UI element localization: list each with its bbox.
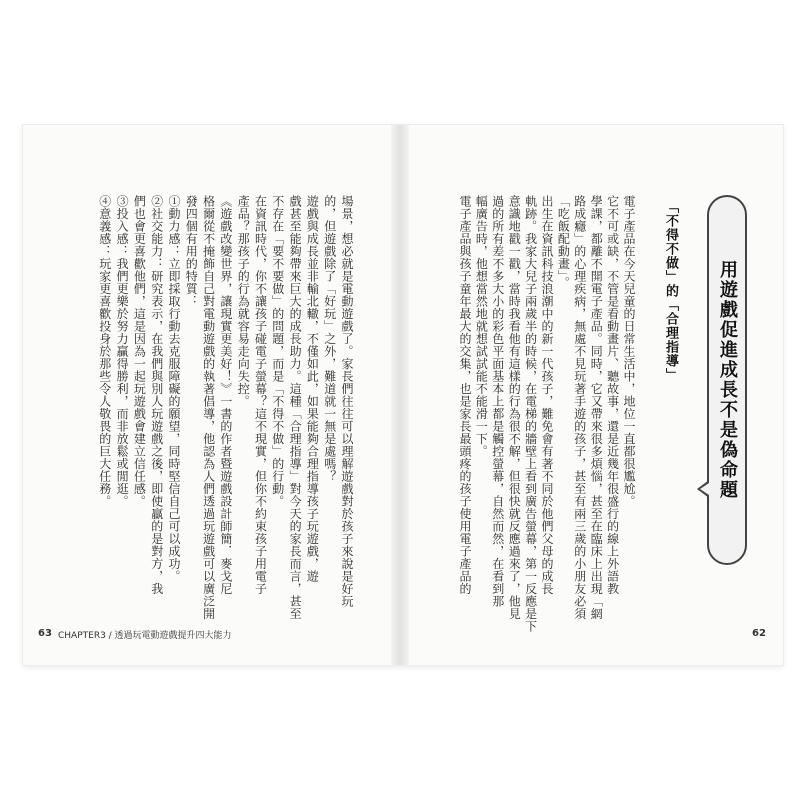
running-head: CHAPTER3 / 透過玩電動遊戲提升四大能力 [58, 631, 232, 641]
text-column: ①動力感：立即採取行動去克服障礙的願望，同時堅信自己可以成功。 [167, 195, 181, 583]
text-column: 的，但遊戲除了「好玩」之外，難道就一無是處嗎？ [322, 195, 337, 483]
text-column: 電子產品在今天兒童的日常生活中，地位一直都很尷尬。 [622, 195, 636, 508]
text-column: 幅廣告時，他想當然地就想試試能不能滑一下。 [474, 195, 489, 458]
text-column: 軌跡。我家大兒子兩歲半的時候，在電梯的牆壁上看到廣告螢幕，第一反應是下 [523, 195, 538, 633]
text-column: 不存在「要不要做」的問題，而是「不得不做」的行動。 [270, 195, 285, 508]
chapter-title: 用遊戲促進成長不是偽命題 [717, 260, 738, 500]
text-column: 過的所有差不多大小的彩色平面基本上都是觸控螢幕，自然而然，在看到那 [490, 195, 505, 608]
text-column: 發四個有用的特質： [184, 195, 199, 308]
text-column: 出生在資訊科技浪潮中的新一代孩子，難免會有著不同於他們父母的成長 [540, 195, 554, 595]
section-subtitle: 「不得不做」的「合理指導」 [663, 200, 678, 382]
text-column: 電子產品與孩子童年最大的交集，也是家長最頭疼的孩子使用電子產品的 [458, 195, 472, 595]
text-column: 們也會更喜歡他們，這是因為一起玩遊戲會建立信任感。 [132, 195, 147, 508]
page-number-left: 63 [38, 628, 52, 639]
text-column: 它不可或缺，不管是看動畫片、聽故事，還是近幾年很盛行的線上外語教 [605, 195, 620, 595]
text-column: 戲甚至能夠帶來巨大的成長助力。這種「合理指導」對今天的家長而言，甚至 [288, 195, 303, 620]
text-column: ④意義感：玩家更喜歡投身於那些令人敬畏的巨大任務。 [97, 195, 112, 508]
text-column: 場景，想必就是電動遊戲了。家長們往往可以理解遊戲對於孩子來說是好玩 [340, 195, 354, 608]
text-column: 路成癮」的心理疾病，無處不見玩著手遊的孩子，甚至有兩三歲的小朋友必須 [572, 195, 587, 620]
text-column: 遊戲與成長並非輸北轍，不僅如此，如果能夠合理指導孩子玩遊戲，遊 [305, 195, 320, 583]
text-column: 學課，都離不開電子產品。同時，它又帶來很多煩惱，甚至在臨床上出現「網 [589, 195, 604, 620]
text-column: ②社交能力：研究表示，在我們與別人玩遊戲之後，即使贏的是對方，我 [149, 195, 164, 595]
text-column: ③投入感：我們更樂於努力贏得勝利，而非放鬆或閒逛。 [115, 195, 130, 508]
text-column: 格爾從不掩飾自己對電動遊戲的執著倡導，他認為人們透過玩遊戲可以廣泛開 [201, 195, 216, 620]
text-column: 產品？那孩子的行為就容易走向失控。 [236, 195, 251, 408]
text-column: 《遊戲改變世界，讓現實更美好！》一書的作者暨遊戲設計師簡．麥戈尼 [218, 195, 233, 595]
page-number-right: 62 [752, 628, 766, 639]
text-column: 在資訊時代，你不讓孩子碰電子螢幕？這不現實，但你不約束孩子用電子 [253, 195, 268, 595]
text-column: 「吃飯配動畫」。 [556, 195, 571, 289]
text-column: 意識地戳一戳，當時我看他有這樣的行為很不解，但很快就反應過來了，他見 [507, 195, 522, 620]
book-gutter [391, 125, 409, 665]
